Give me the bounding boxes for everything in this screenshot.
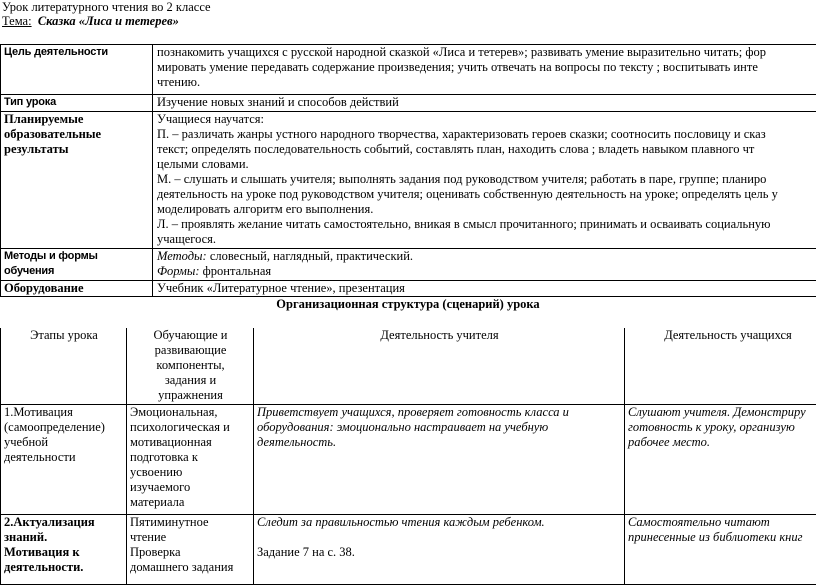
stage-cell: [1, 404, 127, 514]
lesson-heading: Урок литературного чтения во 2 классе: [2, 0, 211, 15]
teacher-cell: [254, 404, 625, 514]
components-line: Проверка: [130, 545, 251, 560]
forms-line: [157, 264, 816, 279]
scenario-header-row: [1, 328, 816, 404]
scenario-table: [0, 328, 816, 585]
goal-label: Цель деятельности: [1, 45, 153, 95]
methods-sublabel: Методы:: [157, 249, 207, 263]
teacher-line: деятельность.: [257, 435, 622, 450]
results-line: П. – различать жанры устного народного творчества, характеризовать героев сказки; соотносить пословицу и сказ: [157, 127, 816, 142]
students-cell: [625, 514, 816, 584]
stage-line: деятельности.: [4, 560, 124, 575]
components-line: усвоению: [130, 465, 251, 480]
header-components: [127, 328, 254, 404]
stage-line: деятельности: [4, 450, 124, 465]
methods-line: [157, 249, 816, 264]
header-stage: Этапы урока: [1, 328, 127, 404]
forms-text: фронтальная: [200, 264, 272, 278]
teacher-cell: [254, 514, 625, 584]
stage-line: Мотивация к: [4, 545, 124, 560]
components-cell: [127, 514, 254, 584]
table-row: [1, 404, 816, 514]
stage-cell: [1, 514, 127, 584]
students-line: Самостоятельно читают: [628, 515, 816, 530]
results-line: Учащиеся научатся:: [157, 112, 816, 127]
methods-value: [153, 249, 816, 281]
components-line: изучаемого: [130, 480, 251, 495]
lesson-topic: [2, 14, 179, 29]
stage-line: (самоопределение): [4, 420, 124, 435]
results-line: целыми словами.: [157, 157, 816, 172]
results-line: деятельность на уроке под руководством учителя; оценивать собственную деятельность на уроке; определять цель у: [157, 187, 816, 202]
topic-value: Сказка «Лиса и тетерев»: [38, 14, 179, 28]
components-line: Эмоциональная,: [130, 405, 251, 420]
equipment-label: Оборудование: [1, 281, 153, 297]
header-components-line: компоненты,: [130, 358, 251, 373]
students-line: Слушают учителя. Демонстриру: [628, 405, 816, 420]
table-row: [1, 514, 816, 584]
goal-line: чтению.: [157, 75, 816, 90]
components-line: Пятиминутное: [130, 515, 251, 530]
header-components-line: Обучающие и: [130, 328, 251, 343]
results-value: [153, 112, 816, 249]
header-components-line: развивающие: [130, 343, 251, 358]
results-line: Л. – проявлять желание читать самостоятельно, вникая в смысл прочитанного; принимать и осваивать социальную: [157, 217, 816, 232]
components-line: материала: [130, 495, 251, 510]
results-label: [1, 112, 153, 249]
components-line: психологическая и: [130, 420, 251, 435]
teacher-line: Следит за правильностью чтения каждым ребенком.: [257, 515, 622, 530]
lesson-info-table: [0, 44, 816, 297]
header-components-line: упражнения: [130, 388, 251, 403]
methods-text: словесный, наглядный, практический.: [207, 249, 413, 263]
header-components-line: задания и: [130, 373, 251, 388]
methods-row: [1, 249, 816, 281]
students-cell: [625, 404, 816, 514]
equipment-value: Учебник «Литературное чтение», презентация: [153, 281, 816, 297]
results-line: учащегося.: [157, 232, 816, 247]
results-label-line: результаты: [4, 142, 150, 157]
results-row: [1, 112, 816, 249]
teacher-line: Задание 7 на с. 38.: [257, 545, 622, 560]
components-line: чтение: [130, 530, 251, 545]
teacher-line: [257, 530, 622, 545]
components-line: мотивационная: [130, 435, 251, 450]
results-line: моделировать алгоритм его выполнения.: [157, 202, 816, 217]
students-line: готовность к уроку, организую: [628, 420, 816, 435]
equipment-row: [1, 281, 816, 297]
components-line: домашнего задания: [130, 560, 251, 575]
forms-sublabel: Формы:: [157, 264, 200, 278]
results-line: М. – слушать и слышать учителя; выполнять задания под руководством учителя; работать в паре, группе; планиро: [157, 172, 816, 187]
results-line: текст; определять последовательность событий, составлять план, находить слова ; владеть навыком плавного чт: [157, 142, 816, 157]
header-teacher: Деятельность учителя: [254, 328, 625, 404]
goal-line: познакомить учащихся с русской народной сказкой «Лиса и тетерев»; развивать умение выразительно читать; фор: [157, 45, 816, 60]
lesson-type-row: [1, 95, 816, 112]
goal-line: мировать умение передавать содержание произведения; учить отвечать на вопросы по тексту ; воспитывать инте: [157, 60, 816, 75]
goal-row: [1, 45, 816, 95]
components-cell: [127, 404, 254, 514]
stage-line: учебной: [4, 435, 124, 450]
section-title: Организационная структура (сценарий) урока: [0, 297, 816, 312]
teacher-line: Приветствует учащихся, проверяет готовность класса и: [257, 405, 622, 420]
students-line: принесенные из библиотеки книг: [628, 530, 816, 545]
results-label-line: Планируемые: [4, 112, 150, 127]
methods-label: Методы и формы обучения: [1, 249, 153, 281]
header-students: Деятельность учащихся: [625, 328, 816, 404]
lesson-type-value: Изучение новых знаний и способов действий: [153, 95, 816, 112]
stage-line: знаний.: [4, 530, 124, 545]
goal-value: [153, 45, 816, 95]
students-line: рабочее место.: [628, 435, 816, 450]
results-label-line: образовательные: [4, 127, 150, 142]
topic-label: Тема:: [2, 14, 32, 28]
lesson-type-label: Тип урока: [1, 95, 153, 112]
teacher-line: оборудования: эмоционально настраивает на учебную: [257, 420, 622, 435]
stage-line: 2.Актуализация: [4, 515, 124, 530]
components-line: подготовка к: [130, 450, 251, 465]
stage-line: 1.Мотивация: [4, 405, 124, 420]
